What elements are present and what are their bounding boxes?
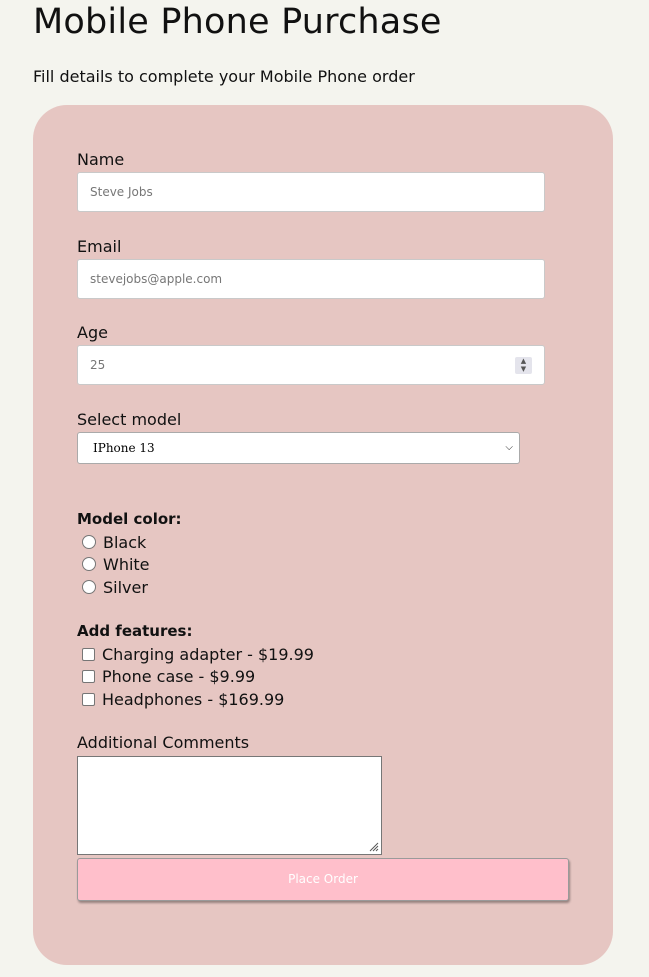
feature-label: Charging adapter - $19.99 xyxy=(102,645,314,664)
page-subtitle: Fill details to complete your Mobile Phone order xyxy=(33,67,415,86)
age-label: Age xyxy=(77,323,108,342)
radio-icon[interactable] xyxy=(82,580,96,594)
page-title: Mobile Phone Purchase xyxy=(33,2,442,42)
email-label: Email xyxy=(77,237,122,256)
feature-label: Headphones - $169.99 xyxy=(102,690,285,709)
checkbox-icon[interactable] xyxy=(82,693,95,706)
resize-grip-icon[interactable] xyxy=(367,840,379,852)
model-select[interactable] xyxy=(77,432,520,464)
comments-label: Additional Comments xyxy=(77,733,250,752)
color-option-silver[interactable] xyxy=(82,578,148,598)
email-input[interactable]: stevejobs@apple.com xyxy=(77,259,545,299)
model-selected-value: IPhone 13 xyxy=(93,441,155,455)
color-option-label: Black xyxy=(103,533,147,552)
feature-phone-case[interactable] xyxy=(82,667,255,687)
color-option-black[interactable] xyxy=(82,533,146,553)
comments-textarea[interactable] xyxy=(77,756,382,855)
age-input[interactable] xyxy=(77,345,545,385)
feature-charging-adapter[interactable] xyxy=(82,645,314,665)
checkbox-icon[interactable] xyxy=(82,670,95,683)
order-form-card xyxy=(33,105,613,965)
model-label: Select model xyxy=(77,410,182,429)
add-features-title: Add features: xyxy=(77,622,193,640)
radio-icon[interactable] xyxy=(82,535,96,549)
color-option-white[interactable] xyxy=(82,555,150,575)
name-label: Name xyxy=(77,150,125,169)
feature-headphones[interactable] xyxy=(82,690,284,710)
age-stepper-icon[interactable]: ▲ ▼ xyxy=(515,357,532,374)
age-value: 25 xyxy=(90,358,106,372)
place-order-button[interactable]: Place Order xyxy=(77,858,569,901)
feature-label: Phone case - $9.99 xyxy=(102,667,256,686)
radio-icon[interactable] xyxy=(82,557,96,571)
color-option-label: White xyxy=(103,555,150,574)
color-option-label: Silver xyxy=(103,578,148,597)
model-color-title: Model color: xyxy=(77,510,182,528)
name-input[interactable]: Steve Jobs xyxy=(77,172,545,212)
checkbox-icon[interactable] xyxy=(82,648,95,661)
chevron-down-icon: ⌵ xyxy=(505,442,513,453)
